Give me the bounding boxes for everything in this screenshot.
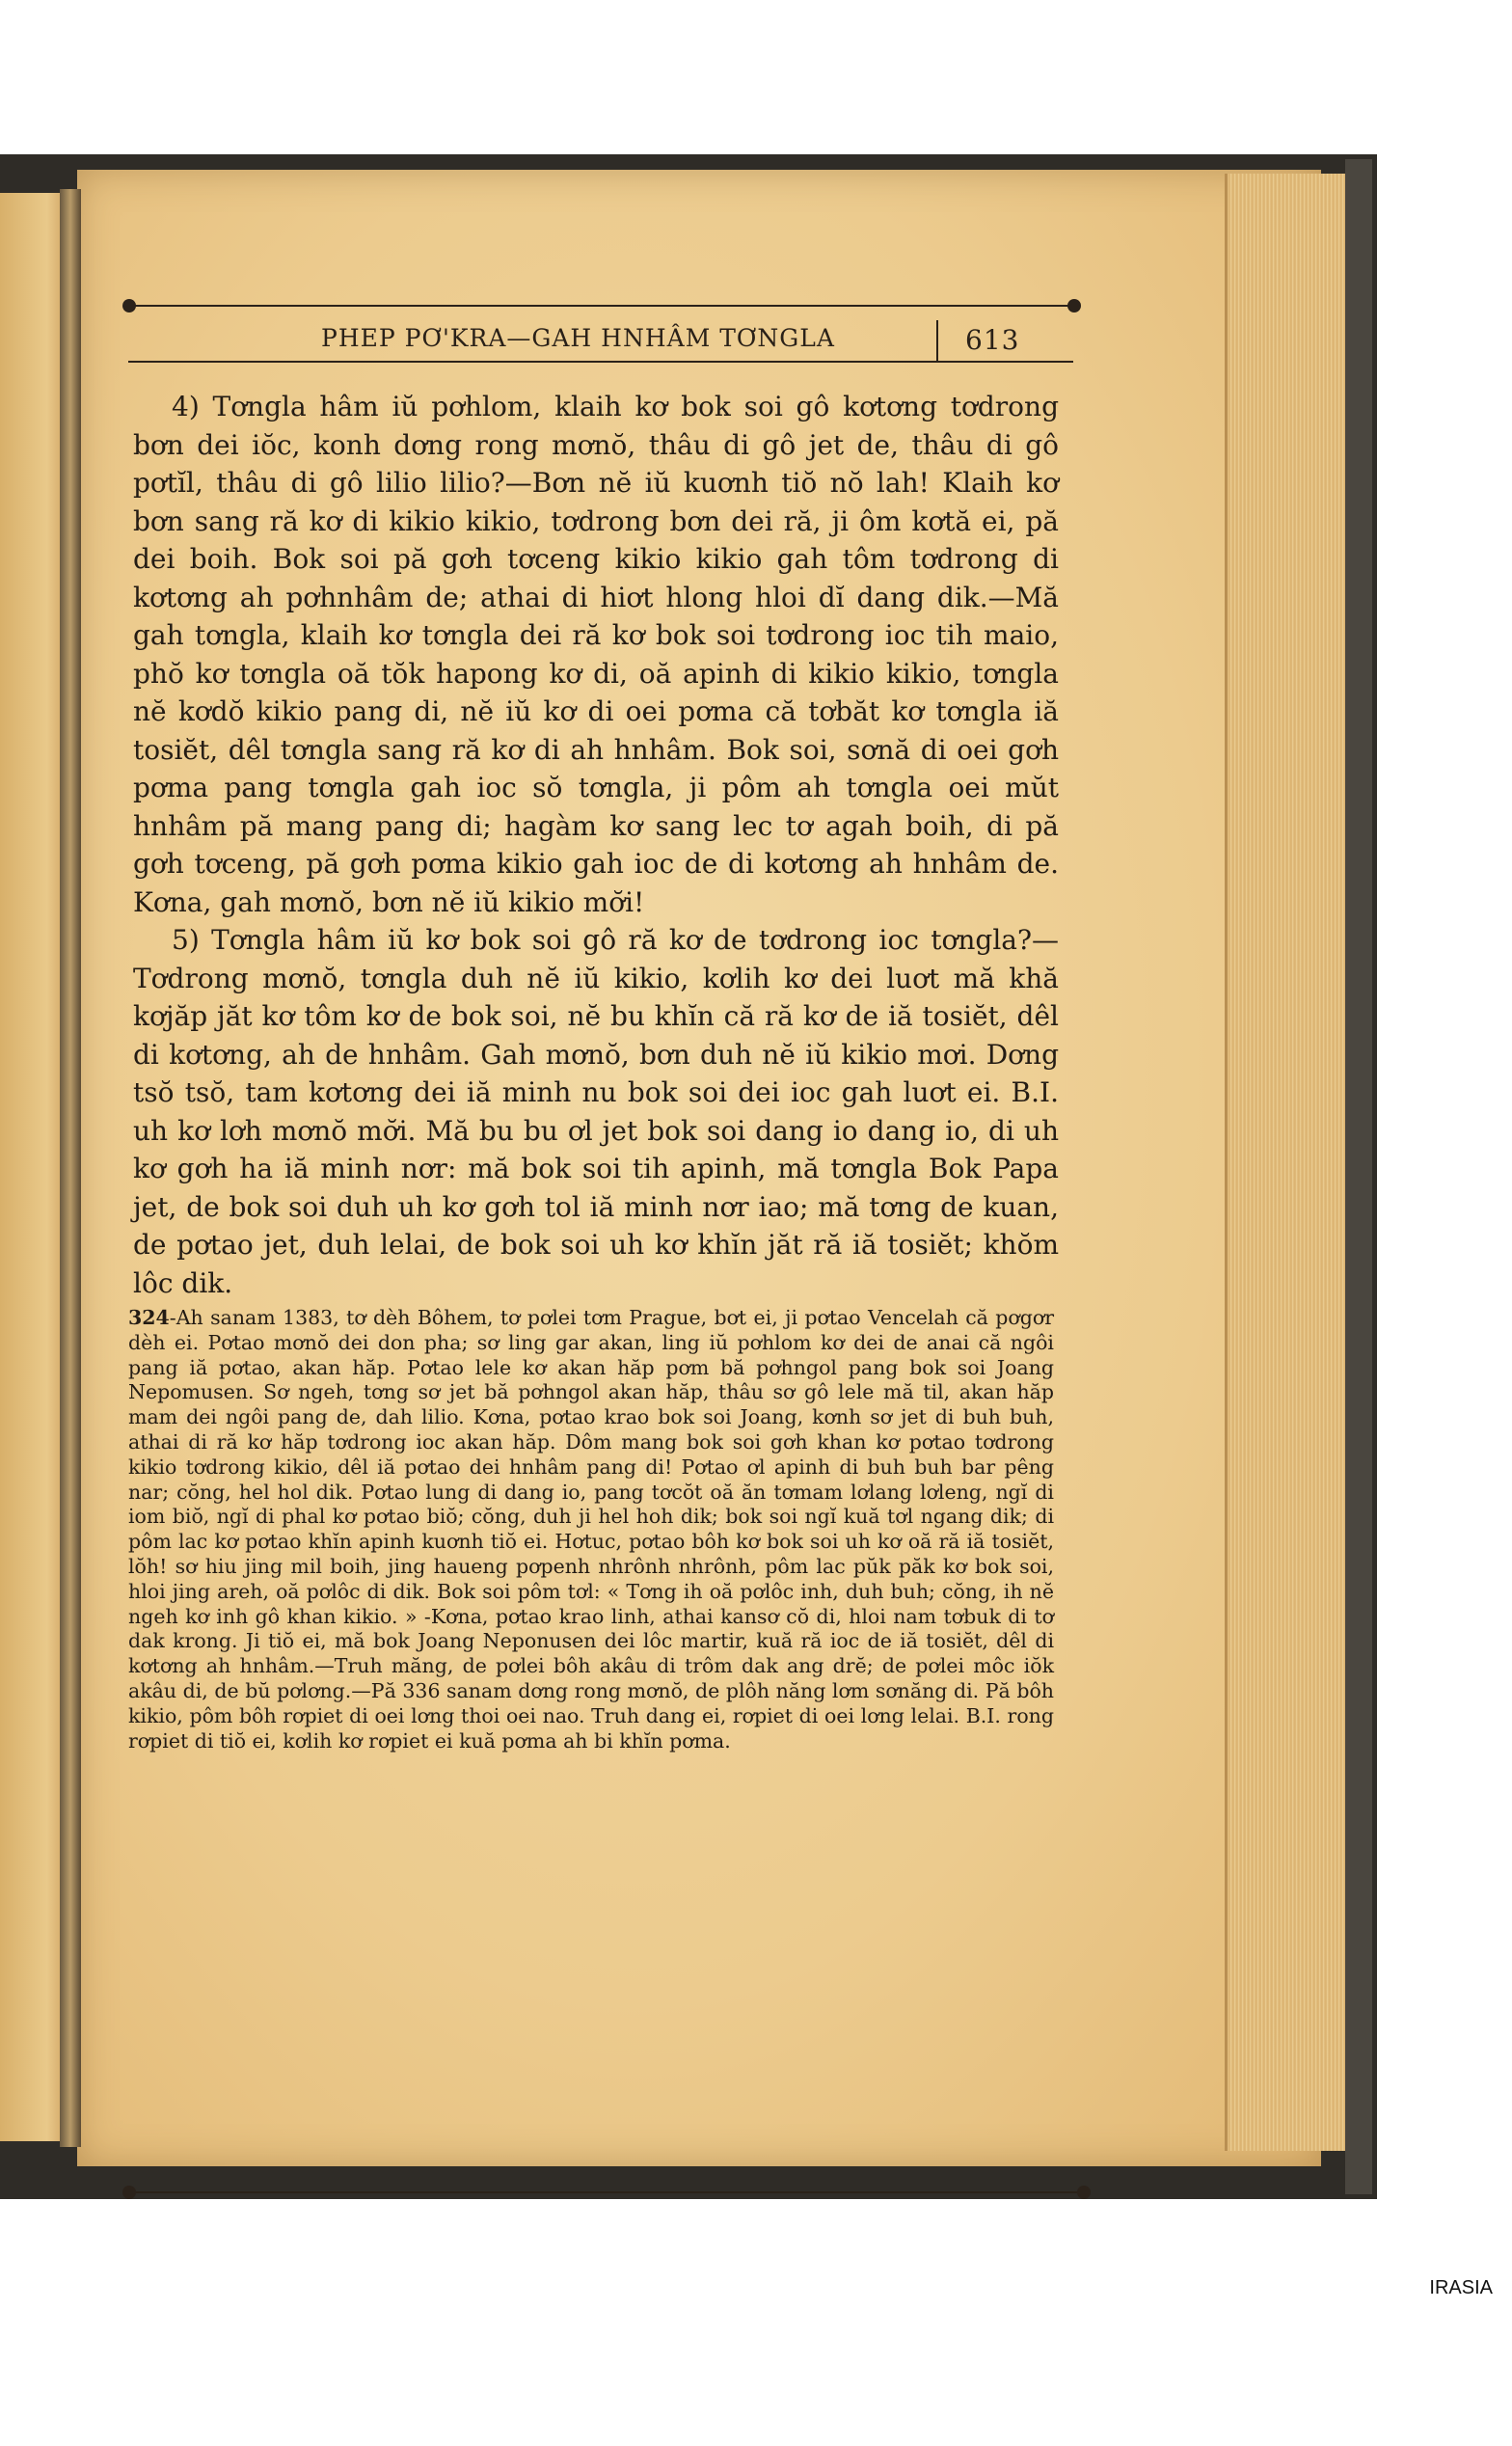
book-gutter (60, 189, 81, 2147)
bottom-rule (128, 2191, 1083, 2193)
ornament-top-left (122, 299, 136, 313)
running-header (128, 320, 1073, 359)
watermark: IRASIA (1429, 2277, 1493, 2298)
left-page-edge (0, 193, 68, 2141)
ornament-bottom-left (122, 2186, 136, 2199)
header-separator (936, 320, 938, 363)
note-number: 324 (128, 1306, 170, 1329)
text-frame (128, 305, 1073, 2446)
note-text: -Ah sanam 1383, tơ dèh Bôhem, tơ pơlei tơm Prague, bơt ei, ji pơtao Vencelah că pơgơr dèh ei. Pơtao mơnŏ dei don pha; sơ ling gar akan, ling iŭ pơhlom kơ dei de anai că ngôi pang iă pơtao, akan hăp. Pơtao lele kơ akan hăp pơm bă pơhngol pang bok soi Joang Nepomusen. Sơ ngeh, tơng sơ jet bă pơhngol akan hăp, thâu sơ gô lele mă til, akan hăp mam dei ngôi pang de, dah lilio. Kơna, pơtao krao bok soi Joang, kơnh sơ jet di buh buh, athai di ră kơ hăp tơdrong ioc akan hăp. Dôm mang bok soi gơh khan kơ pơtao tơdrong kikio tơdrong kikio, dêl iă pơtao dei hnhâm pang di! Pơtao ơl apinh di buh buh bar pêng nar; cŏng, hel hol dik. Pơtao lung di dang io, pang tơcŏt oă ăn tơmam lơlang lơleng, ngĭ di iom biŏ, ngĭ di phal kơ pơtao biŏ; cŏng, duh ji hel hoh dik; bok soi ngĭ kuă tơl ngang dik; di pôm lac kơ pơtao khĭn apinh kuơnh tiŏ ei. Hơtuc, pơtao bôh kơ bok soi uh kơ oă ră iă tosiĕt, lŏh! sơ hiu jing mil boih, jing haueng pơpenh nhrônh nhrônh, pôm lac pŭk păk kơ bok soi, hloi jing areh, oă pơlôc di dik. Bok soi pôm tơl: « Tơng ih oă pơlôc inh, duh buh; cŏng, ih nĕ ngeh kơ inh gô khan kikio. » -Kơna, pơtao krao linh, athai kansơ cŏ di, hloi nam tơbuk di tơ dak krong. Ji tiŏ ei, mă bok Joang Neponusen dei lôc martir, kuă ră ioc de iă tosiĕt, dêl di kơtơng ah hnhâm.—Truh măng, de pơlei bôh akâu di trôm dak ang drĕ; de pơlei môc iŏk akâu di, de bŭ pơlơng.—Pă 336 sanam dơng rong mơnŏ, de plôh năng lơm sơnăng di. Pă bôh kikio, pôm bôh rơpiet di oei lơng thoi oei nao. Truh dang ei, rơpiet di oei lơng lelai. B.I. rong rơpiet di tiŏ ei, kơlih kơ rơpiet ei kuă pơma ah bi khĭn pơma. (128, 1306, 1054, 1753)
footnote-324 (128, 1306, 1054, 1753)
ornament-bottom-right (1077, 2186, 1091, 2199)
top-rule (128, 305, 1073, 307)
paragraph-5: 5) Tơngla hâm iŭ kơ bok soi gô ră kơ de tơdrong ioc tơngla?—Tơdrong mơnŏ, tơngla duh nĕ iŭ kikio, kơlih kơ dei luơt mă khă kơjăp jăt kơ tôm kơ de bok soi, nĕ bu khĭn că ră kơ de iă tosiĕt, dêl di kơtơng, ah de hnhâm. Gah mơnŏ, bơn duh nĕ iŭ kikio mơi. Dơng tsŏ tsŏ, tam kơtơng dei iă minh nu bok soi dei ioc gah luơt ei. B.I. uh kơ lơh mơnŏ mơ̆i. Mă bu bu ơl jet bok soi dang io dang io, di uh kơ gơh ha iă minh nơr: mă bok soi tih apinh, mă tơngla Bok Papa jet, de bok soi duh uh kơ gơh tol iă minh nơr iao; mă tơng de kuan, de pơtao jet, duh lelai, de bok soi uh kơ khĭn jăt ră iă tosiĕt; khŏm lôc dik. (133, 924, 1059, 1299)
header-underline (128, 361, 1073, 363)
cover-edge (1345, 159, 1372, 2194)
body-text (133, 388, 1059, 1302)
running-title: PHEP PƠ'KRA—GAH HNHÂM TƠNGLA (321, 324, 835, 352)
ornament-top-right (1067, 299, 1081, 313)
paragraph-4: 4) Tơngla hâm iŭ pơhlom, klaih kơ bok soi gô kơtơng tơdrong bơn dei iŏc, konh dơng rong mơnŏ, thâu di gô jet de, thâu di gô pơtĭl, thâu di gô lilio lilio?—Bơn nĕ iŭ kuơnh tiŏ nŏ lah! Klaih kơ bơn sang ră kơ di kikio kikio, tơdrong bơn dei ră, ji ôm kơtă ei, pă dei boih. Bok soi pă gơh tơceng kikio kikio gah tôm tơdrong di kơtơng ah pơhnhâm de; athai di hiơt hlong hloi dĭ dang dik.—Mă gah tơngla, klaih kơ tơngla dei ră kơ bok soi tơdrong ioc tih maio, phŏ kơ tơngla oă tŏk hapong kơ di, oă apinh di kikio kikio, tơngla nĕ kơdŏ kikio pang di, nĕ iŭ kơ di oei pơma că tơbăt kơ tơngla iă tosiĕt, dêl tơngla sang ră kơ di ah hnhâm. Bok soi, sơnă di oei gơh pơma pang tơngla gah ioc sŏ tơngla, ji pôm ah tơngla oei mŭt hnhâm pă mang pang di; hagàm kơ sang lec tơ agah boih, di pă gơh tơceng, pă gơh pơma kikio gah ioc de di kơtơng ah hnhâm de. Kơna, gah mơnŏ, bơn nĕ iŭ kikio mơ̆i! (133, 391, 1059, 918)
page-number: 613 (965, 324, 1020, 356)
page-fore-edge (1225, 174, 1363, 2151)
